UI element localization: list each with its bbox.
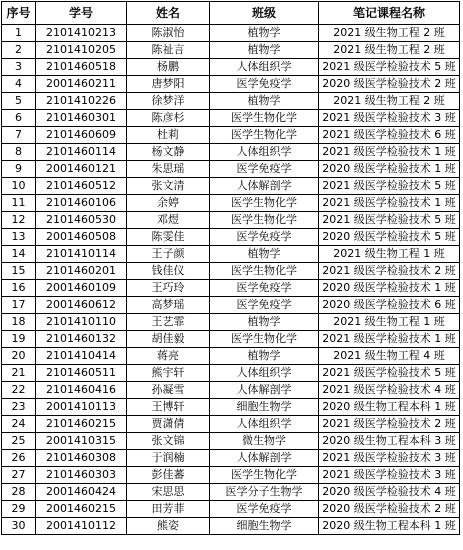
cell-index: 19 <box>2 331 36 348</box>
cell-course-name: 2021 级医学检验技术 6 班 <box>319 127 460 144</box>
table-row <box>2 229 460 246</box>
cell-name: 杨文静 <box>127 144 210 161</box>
table-row <box>2 433 460 450</box>
cell-course-name: 2021 级生物工程 2 班 <box>319 42 460 59</box>
cell-name: 陈彦杉 <box>127 110 210 127</box>
cell-index: 15 <box>2 263 36 280</box>
cell-index: 20 <box>2 348 36 365</box>
table-row <box>2 212 460 229</box>
cell-course-name: 2021 级医学检验技术 1 班 <box>319 331 460 348</box>
cell-student-id: 2101460303 <box>36 467 127 484</box>
header-student-id: 学号 <box>36 2 127 25</box>
cell-index: 22 <box>2 382 36 399</box>
cell-course-name: 2021 级医学检验技术 5 班 <box>319 59 460 76</box>
table-row <box>2 348 460 365</box>
cell-course-name: 2021 级医学检验技术 3 班 <box>319 467 460 484</box>
cell-class: 人体组织学 <box>210 416 319 433</box>
header-course-name: 笔记课程名称 <box>319 2 460 25</box>
cell-index: 1 <box>2 25 36 42</box>
cell-class: 医学生物化学 <box>210 212 319 229</box>
table-row <box>2 246 460 263</box>
cell-index: 27 <box>2 467 36 484</box>
cell-student-id: 2101460308 <box>36 450 127 467</box>
cell-class: 植物学 <box>210 314 319 331</box>
cell-index: 25 <box>2 433 36 450</box>
cell-course-name: 2020 级生物工程本科 3 班 <box>319 433 460 450</box>
cell-index: 7 <box>2 127 36 144</box>
cell-course-name: 2021 级医学检验技术 5 班 <box>319 212 460 229</box>
cell-name: 田芳菲 <box>127 501 210 518</box>
cell-course-name: 2020 级医学检验技术 4 班 <box>319 484 460 501</box>
cell-index: 28 <box>2 484 36 501</box>
cell-class: 医学免疫学 <box>210 280 319 297</box>
cell-class: 医学生物化学 <box>210 263 319 280</box>
cell-name: 高梦瑶 <box>127 297 210 314</box>
cell-course-name: 2021 级生物工程 1 班 <box>319 246 460 263</box>
cell-class: 微生物学 <box>210 433 319 450</box>
cell-index: 16 <box>2 280 36 297</box>
cell-name: 蒋亮 <box>127 348 210 365</box>
cell-name: 熊宇轩 <box>127 365 210 382</box>
cell-name: 邓煜 <box>127 212 210 229</box>
cell-name: 张文清 <box>127 178 210 195</box>
cell-student-id: 2101410414 <box>36 348 127 365</box>
cell-name: 徐梦洋 <box>127 93 210 110</box>
cell-student-id: 2101460201 <box>36 263 127 280</box>
cell-course-name: 2021 级医学检验技术 2 班 <box>319 263 460 280</box>
cell-student-id: 2001410113 <box>36 399 127 416</box>
cell-student-id: 2101410213 <box>36 25 127 42</box>
cell-course-name: 2020 级生物工程本科 1 班 <box>319 518 460 535</box>
cell-student-id: 2101410114 <box>36 246 127 263</box>
cell-class: 人体组织学 <box>210 59 319 76</box>
cell-course-name: 2020 级医学检验技术 2 班 <box>319 76 460 93</box>
cell-name: 彭佳蕃 <box>127 467 210 484</box>
cell-index: 11 <box>2 195 36 212</box>
table-row <box>2 416 460 433</box>
cell-index: 23 <box>2 399 36 416</box>
cell-student-id: 2001410112 <box>36 518 127 535</box>
cell-class: 医学生物化学 <box>210 195 319 212</box>
cell-class: 人体解剖学 <box>210 382 319 399</box>
table-row <box>2 144 460 161</box>
cell-index: 2 <box>2 42 36 59</box>
cell-index: 8 <box>2 144 36 161</box>
cell-student-id: 2101460511 <box>36 365 127 382</box>
cell-index: 21 <box>2 365 36 382</box>
cell-course-name: 2021 级医学检验技术 4 班 <box>319 382 460 399</box>
cell-name: 孙凝雪 <box>127 382 210 399</box>
cell-name: 杜莉 <box>127 127 210 144</box>
cell-student-id: 2001460508 <box>36 229 127 246</box>
cell-name: 王子颜 <box>127 246 210 263</box>
notes-table <box>1 1 460 535</box>
cell-index: 4 <box>2 76 36 93</box>
cell-class: 人体解剖学 <box>210 178 319 195</box>
cell-index: 26 <box>2 450 36 467</box>
cell-student-id: 2001460121 <box>36 161 127 178</box>
cell-name: 贾潇倩 <box>127 416 210 433</box>
cell-student-id: 2101460512 <box>36 178 127 195</box>
cell-name: 陈雯佳 <box>127 229 210 246</box>
header-name: 姓名 <box>127 2 210 25</box>
cell-name: 陈祉言 <box>127 42 210 59</box>
cell-course-name: 2020 级生物工程本科 1 班 <box>319 399 460 416</box>
cell-course-name: 2020 级医学检验技术 5 班 <box>319 229 460 246</box>
cell-name: 唐梦阳 <box>127 76 210 93</box>
table-row <box>2 93 460 110</box>
cell-index: 10 <box>2 178 36 195</box>
cell-index: 30 <box>2 518 36 535</box>
cell-course-name: 2021 级生物工程 4 班 <box>319 348 460 365</box>
cell-name: 于润楠 <box>127 450 210 467</box>
cell-class: 医学免疫学 <box>210 229 319 246</box>
table-row <box>2 110 460 127</box>
cell-name: 王巧玲 <box>127 280 210 297</box>
cell-student-id: 2001460211 <box>36 76 127 93</box>
cell-class: 医学免疫学 <box>210 161 319 178</box>
cell-student-id: 2001410315 <box>36 433 127 450</box>
table-row <box>2 59 460 76</box>
cell-index: 5 <box>2 93 36 110</box>
cell-index: 29 <box>2 501 36 518</box>
cell-name: 王博轩 <box>127 399 210 416</box>
cell-course-name: 2021 级医学检验技术 1 班 <box>319 144 460 161</box>
cell-student-id: 2101460518 <box>36 59 127 76</box>
cell-class: 医学生物化学 <box>210 331 319 348</box>
table-row <box>2 331 460 348</box>
table-row <box>2 450 460 467</box>
cell-name: 钱佳仪 <box>127 263 210 280</box>
cell-course-name: 2021 级医学检验技术 5 班 <box>319 178 460 195</box>
cell-index: 12 <box>2 212 36 229</box>
cell-class: 医学分子生物学 <box>210 484 319 501</box>
cell-course-name: 2021 级医学检验技术 1 班 <box>319 195 460 212</box>
table-row <box>2 365 460 382</box>
cell-student-id: 2101460301 <box>36 110 127 127</box>
cell-student-id: 2101410205 <box>36 42 127 59</box>
cell-class: 医学免疫学 <box>210 76 319 93</box>
cell-student-id: 2001460215 <box>36 501 127 518</box>
table-row <box>2 127 460 144</box>
table-row <box>2 518 460 535</box>
cell-course-name: 2021 级生物工程 1 班 <box>319 314 460 331</box>
cell-class: 医学生物化学 <box>210 467 319 484</box>
cell-course-name: 2021 级生物工程 2 班 <box>319 25 460 42</box>
cell-course-name: 2021 级医学检验技术 2 班 <box>319 416 460 433</box>
cell-name: 余婷 <box>127 195 210 212</box>
table-row <box>2 76 460 93</box>
cell-student-id: 2101460416 <box>36 382 127 399</box>
table-row <box>2 42 460 59</box>
cell-index: 9 <box>2 161 36 178</box>
table-header-row <box>2 2 460 25</box>
cell-index: 18 <box>2 314 36 331</box>
table-row <box>2 25 460 42</box>
table-row <box>2 382 460 399</box>
cell-name: 王艺霏 <box>127 314 210 331</box>
table-row <box>2 178 460 195</box>
table-row <box>2 263 460 280</box>
cell-course-name: 2020 级医学检验技术 1 班 <box>319 161 460 178</box>
cell-index: 17 <box>2 297 36 314</box>
cell-class: 人体解剖学 <box>210 450 319 467</box>
cell-index: 6 <box>2 110 36 127</box>
table-row <box>2 399 460 416</box>
table-row <box>2 484 460 501</box>
cell-student-id: 2101410110 <box>36 314 127 331</box>
cell-class: 人体组织学 <box>210 144 319 161</box>
cell-course-name: 2021 级医学检验技术 5 班 <box>319 365 460 382</box>
table-row <box>2 501 460 518</box>
cell-course-name: 2020 级医学检验技术 2 班 <box>319 501 460 518</box>
cell-student-id: 2101460215 <box>36 416 127 433</box>
cell-class: 医学生物化学 <box>210 127 319 144</box>
cell-class: 医学免疫学 <box>210 297 319 314</box>
cell-course-name: 2021 级医学检验技术 3 班 <box>319 450 460 467</box>
cell-student-id: 2001460424 <box>36 484 127 501</box>
cell-name: 杨鹏 <box>127 59 210 76</box>
cell-student-id: 2001460109 <box>36 280 127 297</box>
table-row <box>2 280 460 297</box>
table-row <box>2 467 460 484</box>
cell-student-id: 2101460609 <box>36 127 127 144</box>
cell-class: 植物学 <box>210 93 319 110</box>
cell-student-id: 2101410226 <box>36 93 127 110</box>
cell-course-name: 2020 级医学检验技术 6 班 <box>319 297 460 314</box>
cell-class: 植物学 <box>210 246 319 263</box>
cell-student-id: 2101460132 <box>36 331 127 348</box>
cell-class: 细胞生物学 <box>210 518 319 535</box>
table-body <box>2 25 460 535</box>
table-row <box>2 314 460 331</box>
table-row <box>2 297 460 314</box>
cell-course-name: 2021 级生物工程 2 班 <box>319 93 460 110</box>
cell-class: 细胞生物学 <box>210 399 319 416</box>
cell-course-name: 2020 级医学检验技术 1 班 <box>319 280 460 297</box>
cell-student-id: 2101460106 <box>36 195 127 212</box>
cell-name: 宋思思 <box>127 484 210 501</box>
cell-class: 人体组织学 <box>210 365 319 382</box>
cell-student-id: 2101460114 <box>36 144 127 161</box>
cell-name: 张文锦 <box>127 433 210 450</box>
cell-name: 熊姿 <box>127 518 210 535</box>
cell-index: 3 <box>2 59 36 76</box>
cell-name: 陈淑怡 <box>127 25 210 42</box>
header-index: 序号 <box>2 2 36 25</box>
cell-name: 朱思瑶 <box>127 161 210 178</box>
cell-student-id: 2101460530 <box>36 212 127 229</box>
cell-class: 医学生物化学 <box>210 110 319 127</box>
cell-class: 植物学 <box>210 25 319 42</box>
table-row <box>2 161 460 178</box>
cell-index: 13 <box>2 229 36 246</box>
cell-index: 14 <box>2 246 36 263</box>
cell-index: 24 <box>2 416 36 433</box>
table-row <box>2 195 460 212</box>
cell-class: 植物学 <box>210 348 319 365</box>
header-class: 班级 <box>210 2 319 25</box>
cell-class: 植物学 <box>210 42 319 59</box>
cell-class: 医学免疫学 <box>210 501 319 518</box>
cell-course-name: 2021 级医学检验技术 3 班 <box>319 110 460 127</box>
cell-student-id: 2001460612 <box>36 297 127 314</box>
cell-name: 胡佳毅 <box>127 331 210 348</box>
